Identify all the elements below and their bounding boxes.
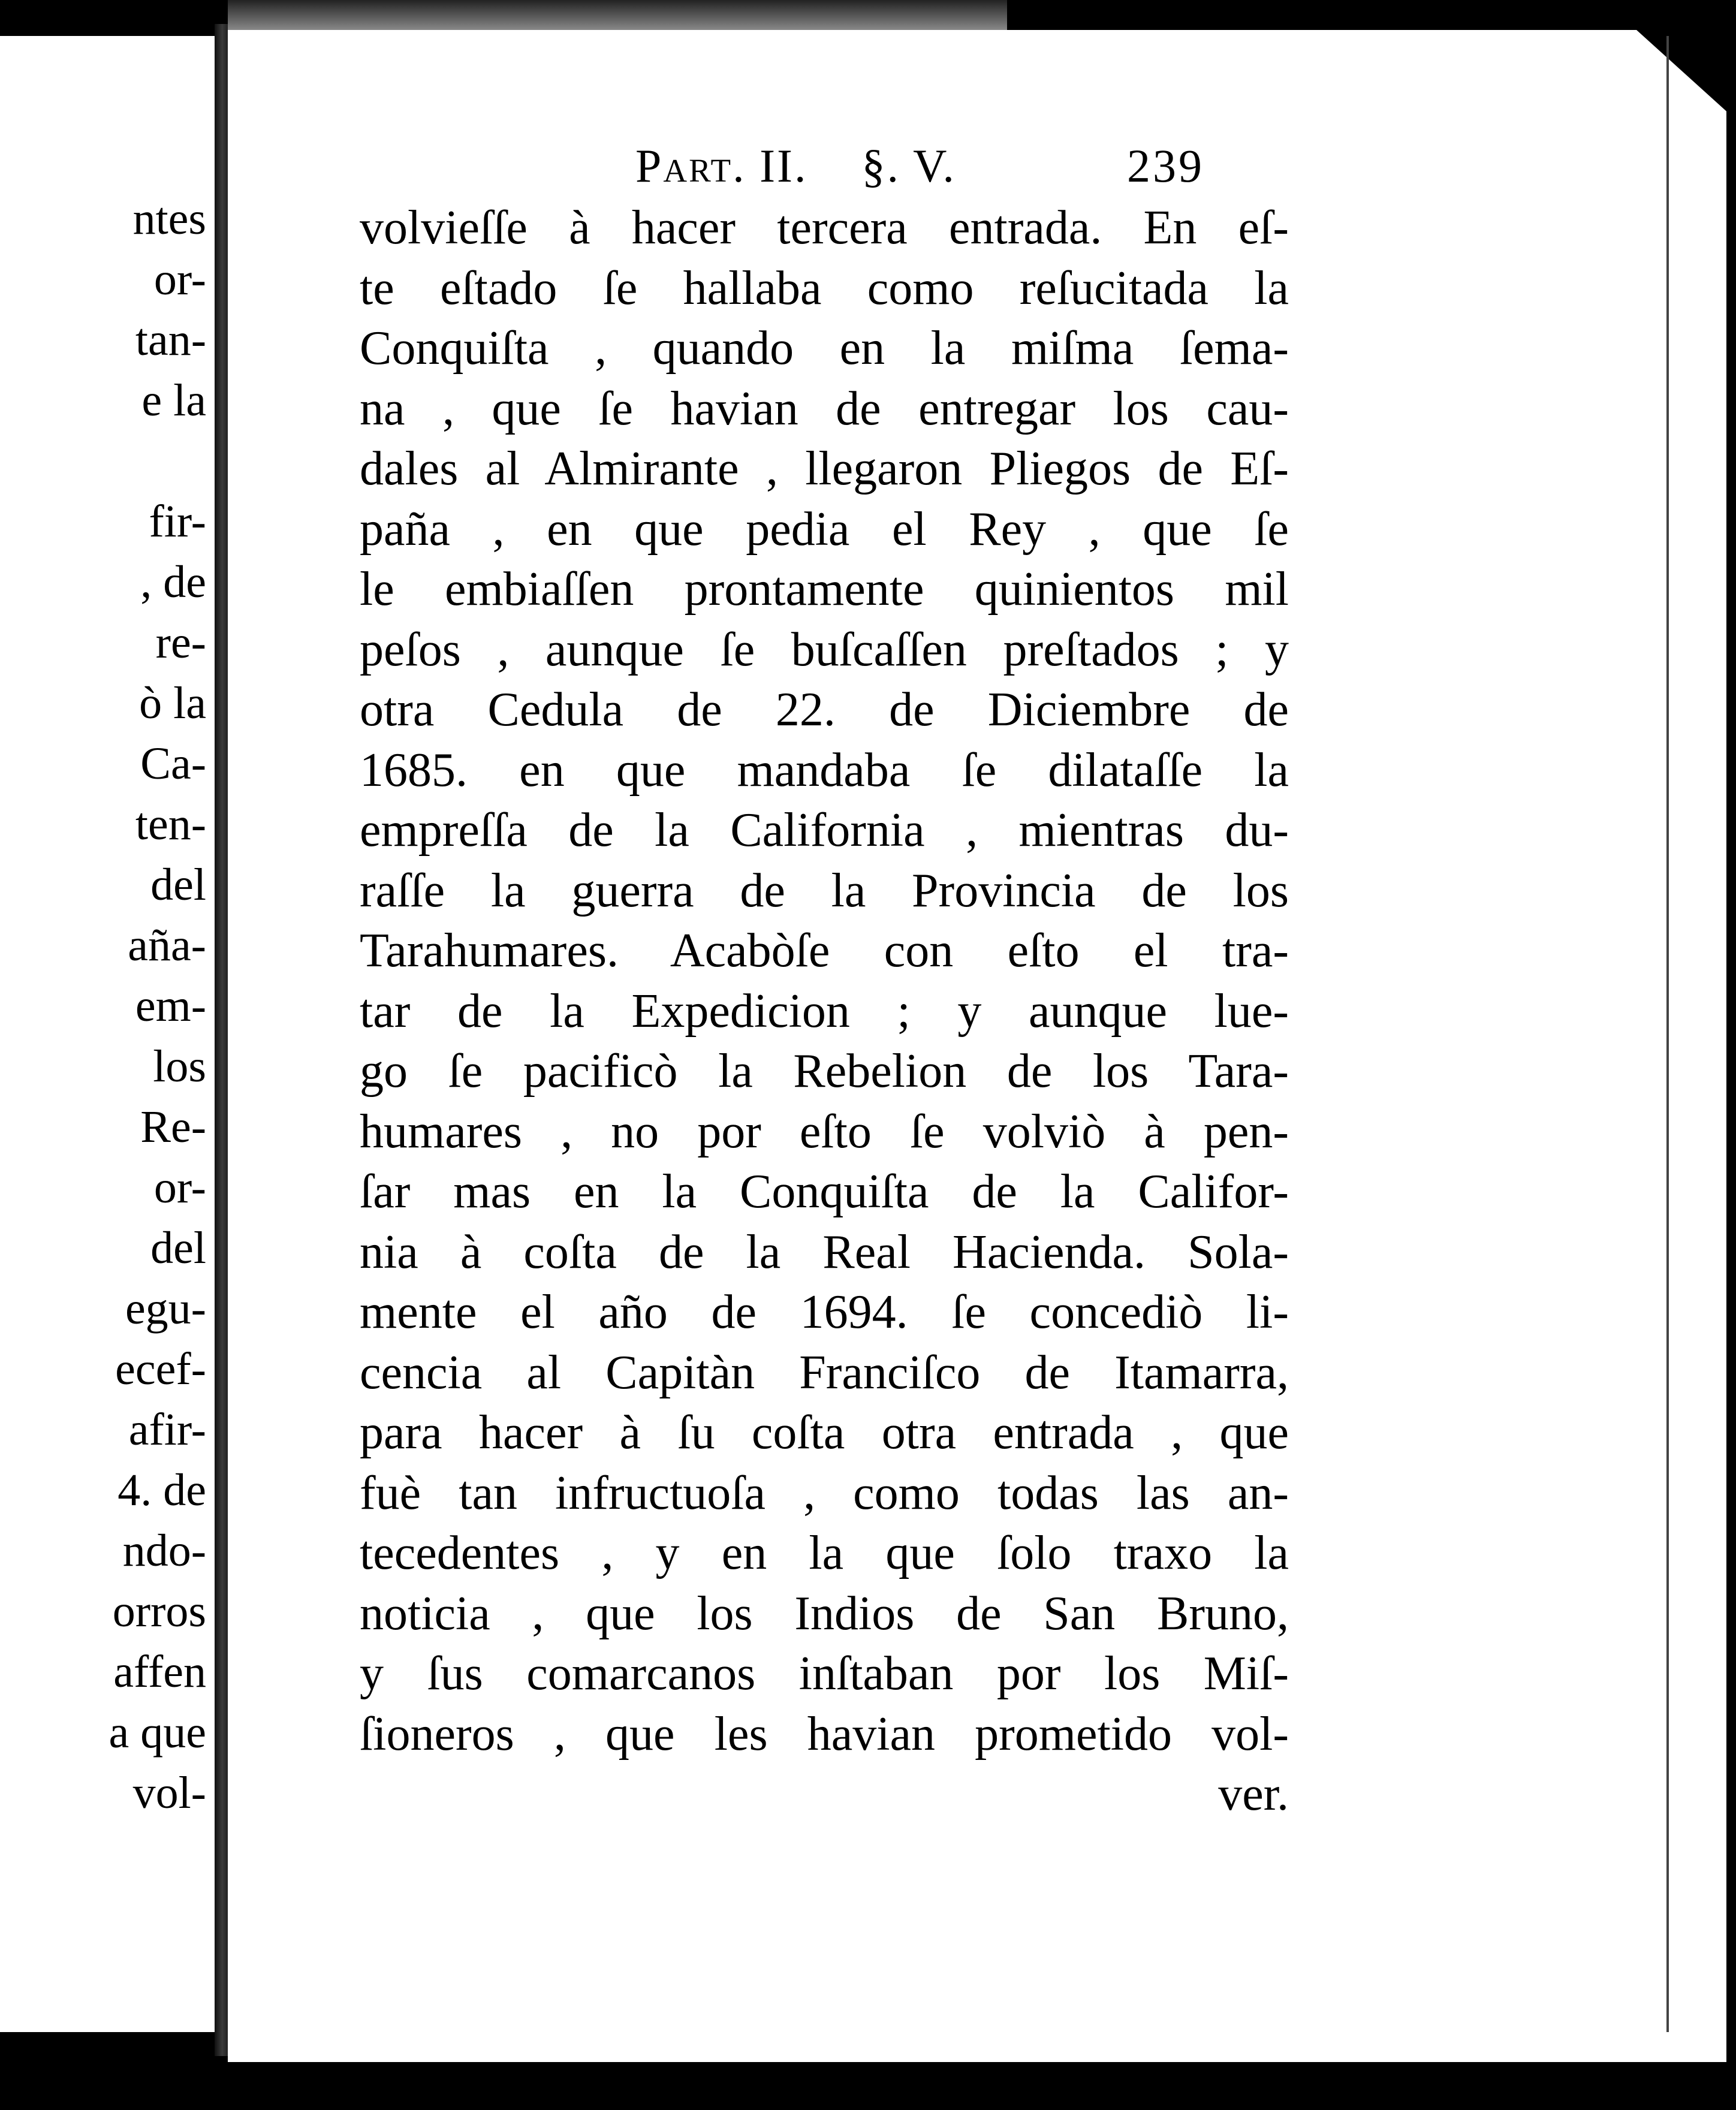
text-line: tecedentes , y en la que ſolo traxo la [360, 1527, 1289, 1580]
facing-page-fragment: Re- [140, 1102, 206, 1152]
facing-page-fragment: aña- [128, 920, 206, 970]
text-line: na , que ſe havian de entregar los cau- [360, 382, 1289, 435]
running-head-section: §. V. [861, 140, 956, 192]
text-line: cencia al Capitàn Franciſco de Itamarra, [360, 1346, 1289, 1399]
running-head-part: Part. [635, 140, 746, 192]
facing-page-fragment: del [150, 1223, 206, 1273]
text-line: le embiaſſen prontamente quinientos mil [360, 563, 1289, 616]
text-line: 1685. en que mandaba ſe dilataſſe la [360, 743, 1289, 797]
facing-page-fragment: Ca- [140, 739, 206, 789]
running-head-part-number: II. [760, 140, 808, 192]
facing-page-fragment: vol- [132, 1768, 206, 1818]
page-number: 239 [1127, 140, 1204, 192]
facing-page-fragment: 4. de [117, 1465, 206, 1515]
page-fore-edge [1666, 36, 1669, 2032]
text-line: noticia , que los Indios de San Bruno, [360, 1587, 1289, 1640]
facing-page-fragment: ò la [139, 678, 206, 728]
facing-page-fragment: or- [153, 1162, 206, 1213]
facing-page-fragment: ten- [135, 799, 206, 849]
text-line: ſar mas en la Conquiſta de la Califor- [360, 1165, 1289, 1218]
facing-page-fragment: or- [153, 254, 206, 305]
facing-page-fragment: afir- [128, 1404, 206, 1455]
text-line: y ſus comarcanos inſtaban por los Miſ- [360, 1647, 1289, 1700]
text-line: peſos , aunque ſe buſcaſſen preſtados ; y [360, 623, 1289, 676]
facing-page-fragment: los [153, 1041, 206, 1092]
running-head [635, 139, 956, 193]
facing-page-fragment: , de [140, 557, 206, 607]
text-line: para hacer à ſu coſta otra entrada , que [360, 1406, 1289, 1459]
text-line: Conquiſta , quando en la miſma ſema- [360, 322, 1289, 375]
facing-page-fragment: ntes [132, 194, 206, 244]
text-line: nia à coſta de la Real Hacienda. Sola- [360, 1225, 1289, 1279]
facing-page-fragment: fir- [149, 496, 206, 547]
text-line: tar de la Expedicion ; y aunque lue- [360, 984, 1289, 1038]
text-line: fuè tan infructuoſa , como todas las an- [360, 1466, 1289, 1520]
facing-page-fragment: egu- [125, 1283, 206, 1334]
text-line: te eſtado ſe hallaba como reſucitada la [360, 261, 1289, 315]
text-line: mente el año de 1694. ſe concediò li- [360, 1286, 1289, 1339]
text-line: volvieſſe à hacer tercera entrada. En eſ- [360, 201, 1289, 254]
body-text [360, 198, 1289, 1825]
facing-page-fragment: re- [155, 617, 206, 668]
facing-page-fragment: ndo- [122, 1526, 206, 1576]
facing-page-fragment: tan- [135, 315, 206, 365]
text-line: Tarahumares. Acabòſe con eſto el tra- [360, 924, 1289, 977]
text-line: dales al Almirante , llegaron Pliegos de Eſ- [360, 442, 1289, 495]
page-top-edge [228, 0, 1007, 30]
text-line: otra Cedula de 22. de Diciembre de [360, 683, 1289, 736]
text-line: ſioneros , que les havian prometido vol- [360, 1707, 1289, 1761]
facing-page-fragment: orros [112, 1586, 206, 1636]
facing-page-fragment: em- [135, 981, 206, 1031]
facing-page-fragment: affen [113, 1647, 206, 1697]
text-line: ver. [1218, 1768, 1289, 1820]
facing-page-fragment: del [150, 860, 206, 910]
facing-page-fragment: a que [108, 1707, 206, 1758]
text-line: raſſe la guerra de la Provincia de los [360, 864, 1289, 917]
facing-page-fragment: e la [141, 375, 206, 426]
text-line: empreſſa de la California , mientras du- [360, 804, 1289, 857]
facing-page [0, 36, 215, 2032]
text-line: go ſe pacificò la Rebelion de los Tara- [360, 1045, 1289, 1098]
text-line: paña , en que pedia el Rey , que ſe [360, 502, 1289, 556]
text-line: humares , no por eſto ſe volviò à pen- [360, 1105, 1289, 1158]
facing-page-fragment: ecef- [115, 1344, 206, 1394]
